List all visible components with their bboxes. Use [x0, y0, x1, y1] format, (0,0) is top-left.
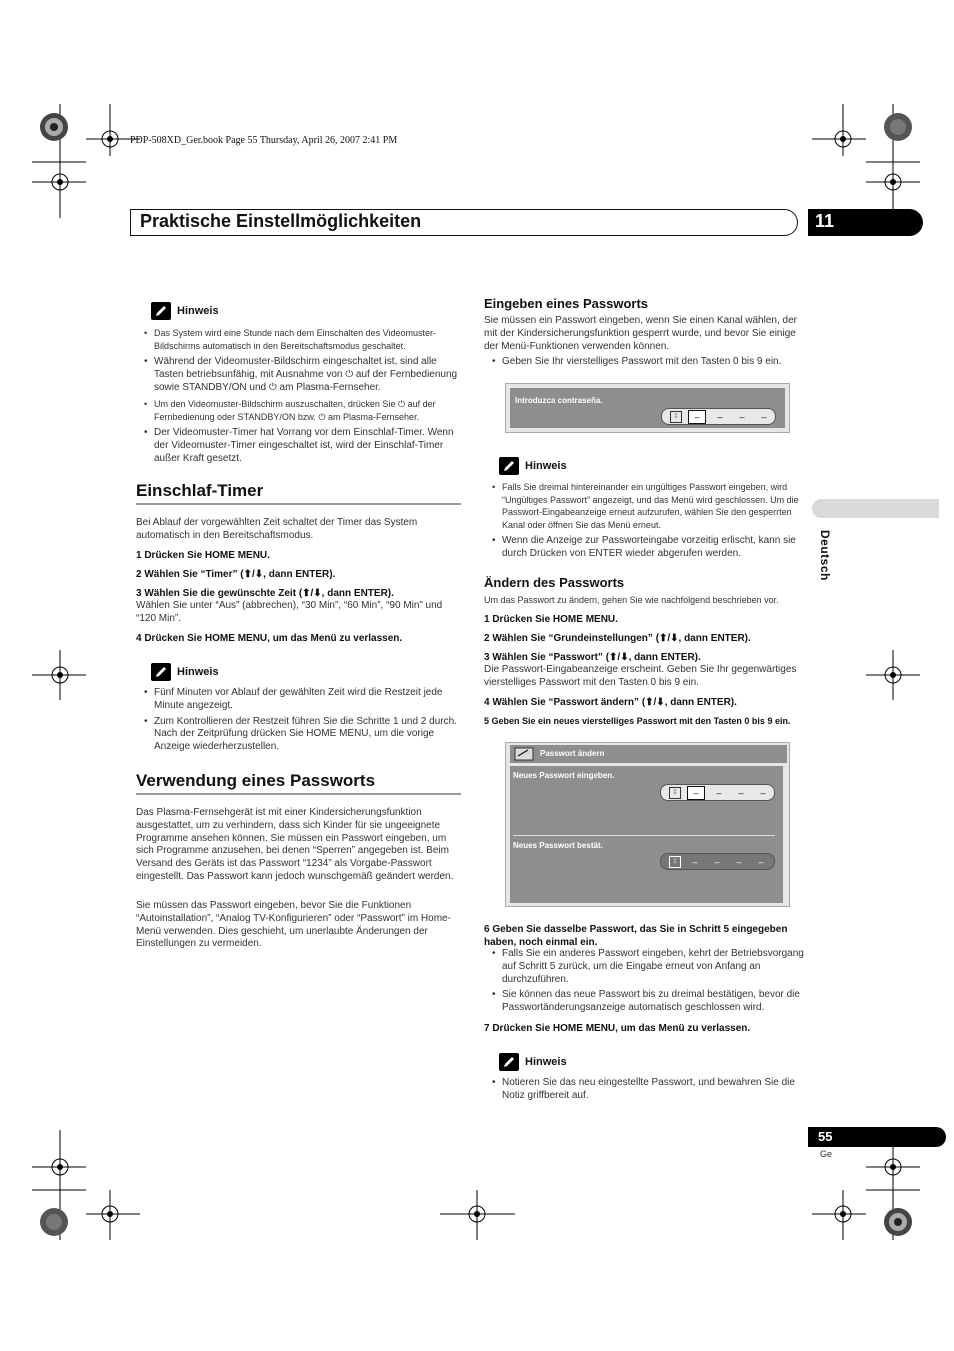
- page-language-code: Ge: [820, 1149, 833, 1159]
- password-digit: –: [738, 787, 744, 798]
- password-digit: –: [688, 410, 706, 424]
- list-item: • Fünf Minuten vor Ablauf der gewählten Zeit wird die Restzeit jede Minute angezeigt.: [144, 687, 462, 713]
- hint-label: Hinweis: [525, 460, 567, 472]
- step-5: 5 Geben Sie ein neues vierstelliges Passwort mit den Tasten 0 bis 9 ein.: [484, 716, 791, 726]
- change-password-screen: [505, 742, 790, 907]
- language-tab: [812, 499, 939, 518]
- screen-panel: [510, 388, 785, 428]
- list-item: • Notieren Sie das neu eingestellte Passwort, und bewahren Sie die Notiz griffbereit auf.: [492, 1077, 810, 1103]
- hint-list-3: [492, 481, 810, 561]
- password-input[interactable]: [661, 408, 776, 425]
- screen-title: Passwort ändern: [540, 749, 605, 758]
- step-1: 1 Drücken Sie HOME MENU.: [136, 550, 270, 561]
- note-pencil-icon: [499, 457, 519, 475]
- list-item: • Falls Sie ein anderes Passwort eingeben, kehrt der Betriebsvorgang auf Schritt 5 zurück, um die Eingabe erneut von Anfang an durchzuführen.: [492, 948, 810, 986]
- subheading-change-password: Ändern des Passworts: [484, 575, 625, 590]
- step-3-note: Die Passwort-Eingabeanzeige erscheint. Geben Sie Ihr gegenwärtiges vierstelliges Passwort mit den Tasten 0 bis 9 ein.: [484, 664, 797, 688]
- subheading-enter-password: Eingeben eines Passworts: [484, 296, 649, 311]
- step-6: 6 Geben Sie dasselbe Passwort, das Sie in Schritt 5 eingegeben haben, noch einmal ein.: [484, 924, 788, 948]
- page-number: 55: [818, 1129, 833, 1144]
- list-item: • Wenn die Anzeige zur Passworteingabe vorzeitig erlischt, kann sie durch Drücken von ENTER wieder abgerufen werden.: [492, 535, 810, 561]
- password-digit: –: [761, 411, 767, 422]
- step-7: 7 Drücken Sie HOME MENU, um das Menü zu verlassen.: [484, 1023, 751, 1034]
- list-item: • Zum Kontrollieren der Restzeit führen Sie die Schritte 1 und 2 durch. Nach der Zeitprüfung drücken Sie HOME MENU, um die vorige Anzeige wiederherzustellen.: [144, 716, 462, 754]
- hint-header-1: [151, 302, 219, 320]
- password-digit: –: [687, 786, 705, 800]
- step-3-note: Wählen Sie unter “Aus” (abbrechen), “30 Min”, “60 Min”, “90 Min” und “120 Min”.: [136, 600, 443, 624]
- hint-list-4: [492, 1077, 810, 1103]
- section-heading-password: Verwendung eines Passworts: [136, 771, 376, 790]
- step-1: 1 Drücken Sie HOME MENU.: [484, 614, 618, 625]
- new-password-label: Neues Passwort eingeben.: [513, 771, 615, 780]
- step-3: 3 Wählen Sie “Passwort” (⬆/⬇, dann ENTER).: [484, 652, 701, 663]
- step-2: 2 Wählen Sie “Grundeinstellungen” (⬆/⬇, dann ENTER).: [484, 633, 751, 644]
- language-label: Deutsch: [818, 530, 832, 581]
- password-paragraph-2: Sie müssen das Passwort eingeben, bevor Sie die Funktionen “Autoinstallation”, “Analog TV-Konfigurieren” oder “Passwort” im Home-Menü verwenden. Dies geschieht, um unerlaubte Änderungen der Einstellungen zu vermeiden.: [136, 900, 451, 950]
- hint-header-3: [499, 457, 567, 475]
- password-digit: –: [758, 856, 764, 867]
- hint-header-4: [499, 1053, 567, 1071]
- section-heading-sleep-timer: Einschlaf-Timer: [136, 481, 264, 500]
- note-pencil-icon: [499, 1053, 519, 1071]
- screen-prompt: Introduzca contraseña.: [515, 396, 603, 405]
- password-digit: –: [714, 856, 720, 867]
- step-6-list: [492, 948, 810, 1015]
- list-item: • Der Videomuster-Timer hat Vorrang vor dem Einschlaf-Timer. Wenn der Videomuster-Timer eingeschaltet ist, wird der Einschlaf-Timer außer Kraft gesetzt.: [144, 427, 462, 465]
- new-password-input[interactable]: [660, 784, 775, 801]
- enter-bullet-list: [492, 356, 810, 369]
- hint-label: Hinweis: [177, 666, 219, 678]
- password-paragraph-1: Das Plasma-Fernsehgerät ist mit einer Kindersicherungsfunktion ausgestattet, um zu verhindern, dass sich Kinder für sie ungeeignete Programme ansehen können. Sie müssen ein Passwort eingeben, um sich Programme anzusehen, bei denen “Sperren” angegeben ist. Beim Versand des Geräts ist das Passwort “1234” als Vorgabe-Passwort eingestellt. Das Passwort kann jedoch wunschgemäß geändert werden.: [136, 807, 454, 882]
- book-info-line: PDP-508XD_Ger.book Page 55 Thursday, April 26, 2007 2:41 PM: [130, 135, 398, 146]
- hint-list-2: [144, 687, 462, 754]
- list-item: • Geben Sie Ihr vierstelliges Passwort mit den Tasten 0 bis 9 ein.: [492, 356, 810, 369]
- confirm-password-input[interactable]: [660, 853, 775, 870]
- password-digit: –: [736, 856, 742, 867]
- step-4: 4 Drücken Sie HOME MENU, um das Menü zu verlassen.: [136, 633, 403, 644]
- screen-panel: [510, 766, 783, 903]
- hint-label: Hinweis: [525, 1056, 567, 1068]
- change-intro: Um das Passwort zu ändern, gehen Sie wie nachfolgend beschrieben vor.: [484, 595, 779, 605]
- confirm-password-label: Neues Passwort bestät.: [513, 841, 603, 850]
- step-2: 2 Wählen Sie “Timer” (⬆/⬇, dann ENTER).: [136, 569, 336, 580]
- keypad-icon: ⁞⁞: [669, 787, 681, 799]
- step-3: 3 Wählen Sie die gewünschte Zeit (⬆/⬇, dann ENTER).: [136, 588, 394, 599]
- screen-title-bar: [510, 745, 787, 763]
- hint-header-2: [151, 663, 219, 681]
- menu-tv-icon: [514, 746, 536, 762]
- note-pencil-icon: [151, 663, 171, 681]
- keypad-icon: ⁞⁞: [670, 411, 682, 423]
- heading-rule: [136, 503, 461, 505]
- list-item: • Das System wird eine Stunde nach dem Einschalten des Videomuster-Bildschirms automatisch in den Bereitschaftsmodus geschaltet.: [144, 327, 462, 352]
- list-item: • Sie können das neue Passwort bis zu dreimal bestätigen, bevor die Passwortänderungsanzeige automatisch geschlossen wird.: [492, 989, 810, 1015]
- password-digit: –: [760, 787, 766, 798]
- note-pencil-icon: [151, 302, 171, 320]
- password-digit: –: [692, 856, 698, 867]
- list-item: • Um den Videomuster-Bildschirm auszuschalten, drücken Sie ⏻ auf der Fernbedienung oder STANDBY/ON bzw. ⏻ am Plasma-Fernseher.: [144, 398, 462, 423]
- hint-list-1: [144, 327, 462, 466]
- hint-label: Hinweis: [177, 305, 219, 317]
- password-digit: –: [716, 787, 722, 798]
- step-4: 4 Wählen Sie “Passwort ändern” (⬆/⬇, dann ENTER).: [484, 697, 737, 708]
- keypad-icon: ⁞⁞: [669, 856, 681, 868]
- heading-rule: [136, 793, 461, 795]
- chapter-number: 11: [815, 211, 835, 231]
- screen-divider: [513, 835, 775, 836]
- enter-intro: Sie müssen ein Passwort eingeben, wenn Sie einen Kanal wählen, der mit der Kindersicherungsfunktion gesperrt wurde, und bevor Sie einige der Menü-Funktionen verwenden können.: [484, 315, 797, 352]
- list-item: • Während der Videomuster-Bildschirm eingeschaltet ist, sind alle Tasten betriebsunfähig, mit Ausnahme von ⏻ auf der Fernbedienung sowie STANDBY/ON und ⏻ am Plasma-Fernseher.: [144, 356, 462, 394]
- password-entry-screen: [505, 383, 790, 433]
- list-item: • Falls Sie dreimal hintereinander ein ungültiges Passwort eingeben, wird “Ungültiges Passwort” angezeigt, und das Menü wird geschlossen. Um die Passwort-Eingabeanzeige erneut aufzurufen, wählen Sie den gesperrten Kanal oder öffnen Sie das Menü erneut.: [492, 481, 810, 531]
- sleep-intro: Bei Ablauf der vorgewählten Zeit schaltet der Timer das System automatisch in den Bereitschaftsmodus.: [136, 517, 418, 541]
- password-digit: –: [739, 411, 745, 422]
- chapter-title: Praktische Einstellmöglichkeiten: [140, 211, 422, 231]
- password-digit: –: [717, 411, 723, 422]
